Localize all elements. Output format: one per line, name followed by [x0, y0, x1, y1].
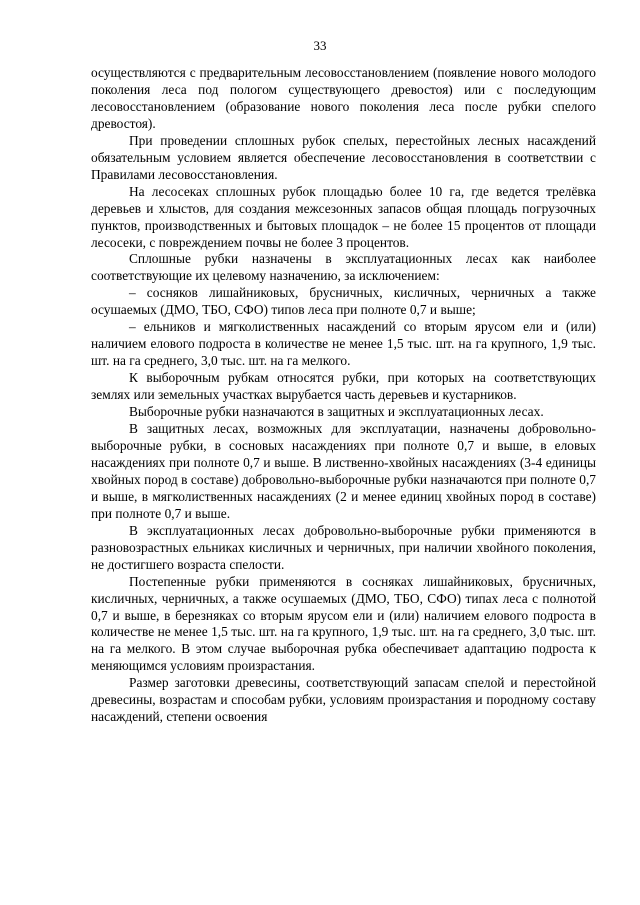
page-number: 33 [313, 38, 327, 53]
paragraph: К выборочным рубкам относятся рубки, при которых на соответствующих землях или земельных участках вырубается часть деревьев и кустарников. [91, 370, 596, 403]
paragraph: При проведении сплошных рубок спелых, перестойных лесных насаждений обязательным условием является обеспечение лесовосстановления в соответствии с Правилами лесовосстановления. [91, 132, 596, 182]
paragraph: В эксплуатационных лесах добровольно-выборочные рубки применяются в разновозрастных ельниках кисличных и черничных, при наличии хвойного поколения, не достигшего возраста спелости. [91, 522, 596, 572]
paragraph: Сплошные рубки назначены в эксплуатационных лесах как наиболее соответствующие их целевому назначению, за исключением: [91, 251, 596, 284]
paragraph: Размер заготовки древесины, соответствующий запасам спелой и перестойной древесины, возрастам и способам рубки, условиям произрастания и породному составу насаждений, степени освоения [91, 675, 596, 725]
paragraph-continuation: осуществляются с предварительным лесовосстановлением (появление нового молодого поколения леса под пологом существующего древостоя) или с последующим лесовосстановлением (образование нового поколения леса после рубки спелого древостоя). [91, 65, 596, 131]
paragraph: На лесосеках сплошных рубок площадью более 10 га, где ведется трелёвка деревьев и хлыстов, для создания межсезонных запасов общая площадь погрузочных пунктов, производственных и бытовых площадок – не более 15 процентов от площади лесосеки, с повреждением почвы не более 3 процентов. [91, 183, 596, 250]
paragraph: В защитных лесах, возможных для эксплуатации, назначены добровольно-выборочные рубки, в сосновых насаждениях при полноте 0,7 и выше, в еловых насаждениях при полноте 0,7 и выше. В лиственно-хвойных насаждениях (3-4 единицы хвойных пород в составе) добровольно-выборочные рубки назначаются при полноте 0,7 и выше, в мягколиственных насаждениях (2 и менее единиц хвойных пород в составе) при полноте 0,7 и выше. [91, 421, 596, 521]
paragraph: Постепенные рубки применяются в сосняках лишайниковых, брусничных, кисличных, черничных, а также осушаемых (ДМО, ТБО, СФО) типах леса с полнотой 0,7 и выше, в березняках со вторым ярусом ели и (или) наличием елового подроста в количестве не менее 1,5 тыс. шт. на га крупного, 1,9 тыс. шт. на га среднего, 3,0 тыс. шт. на га мелкого. В этом случае выборочная рубка обеспечивает адаптацию подроста к меняющимся условиям произрастания. [91, 573, 596, 674]
body-text [91, 65, 596, 726]
list-item: – сосняков лишайниковых, брусничных, кисличных, черничных а также осушаемых (ДМО, ТБО, СФО) типов леса при полноте 0,7 и выше; [91, 285, 596, 318]
list-item: – ельников и мягколиственных насаждений со вторым ярусом ели и (или) наличием елового подроста в количестве не менее 1,5 тыс. шт. на га крупного, 1,9 тыс. шт. на га среднего, 3,0 тыс. шт. на га мелкого. [91, 319, 596, 369]
paragraph: Выборочные рубки назначаются в защитных и эксплуатационных лесах. [129, 404, 544, 420]
